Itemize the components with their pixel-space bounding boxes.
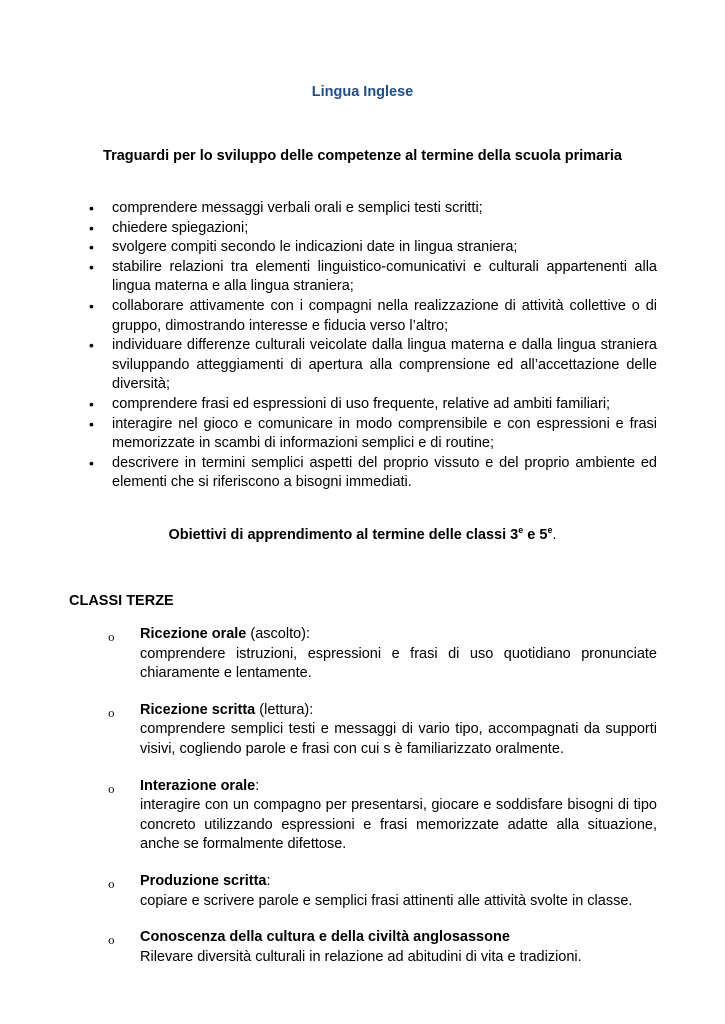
- item-description: comprendere istruzioni, espressioni e frasi di uso quotidiano pronunciate chiaramente e lentamente.: [140, 645, 657, 682]
- objectives-heading: [0, 527, 725, 543]
- document-title: Lingua Inglese: [311, 84, 414, 100]
- item-description: copiare e scrivere parole e semplici frasi attinenti alle attività svolte in classe.: [140, 892, 633, 909]
- item-heading: [140, 872, 657, 892]
- section-subtitle: Traguardi per lo sviluppo delle competenze al termine della scuola primaria: [103, 148, 622, 164]
- item-heading: [140, 625, 657, 645]
- item-suffix: :: [255, 777, 260, 794]
- item-title: Interazione orale: [140, 777, 256, 794]
- item-description: comprendere semplici testi e messaggi di vario tipo, accompagnati da supporti visivi, cogliendo parole e frasi con cui s è familiarizzato oralmente.: [140, 721, 657, 757]
- list-item: • comprendere messaggi verbali orali e semplici testi scritti;: [85, 199, 657, 219]
- item-title: Ricezione scritta: [140, 701, 256, 718]
- list-item: • comprendere frasi ed espressioni di uso frequente, relative ad ambiti familiari;: [85, 395, 657, 415]
- item-suffix: (lettura):: [255, 701, 314, 718]
- objectives-text: Obiettivi di apprendimento al termine delle classi 3: [168, 527, 519, 543]
- bullet-marker: o: [108, 706, 115, 720]
- item-title: Produzione scritta: [140, 872, 267, 889]
- bullet-marker: o: [108, 631, 115, 644]
- list-item: [100, 872, 657, 911]
- objectives-period: .: [552, 527, 557, 543]
- list-item: • chiedere spiegazioni;: [85, 219, 657, 239]
- item-title: Conoscenza della cultura e della civiltà anglosassone: [140, 929, 510, 946]
- obiettivi-list: [100, 625, 657, 984]
- list-item: [100, 777, 657, 855]
- item-title: Ricezione orale: [140, 626, 247, 642]
- bullet-marker: o: [108, 782, 115, 796]
- bullet-marker: o: [108, 877, 115, 891]
- item-heading: [140, 928, 657, 948]
- list-item: • interagire nel gioco e comunicare in modo comprensibile e con espressioni e frasi memorizzate in scambi di informazioni semplici e di routine;: [85, 415, 657, 454]
- objectives-superscript: e: [547, 525, 553, 535]
- item-description: Rilevare diversità culturali in relazione ad abitudini di vita e tradizioni.: [140, 948, 582, 965]
- item-description: interagire con un compagno per presentarsi, giocare e soddisfare bisogni di tipo concreto utilizzando espressioni e frasi memorizzate adatte alla situazione, anche se formalmente difettose.: [140, 797, 657, 853]
- objectives-text: e 5: [523, 527, 548, 543]
- list-item: • individuare differenze culturali veicolate dalla lingua materna e dalla lingua straniera sviluppando atteggiamenti di apertura alla comprensione ed all’accettazione delle diversità;: [85, 336, 657, 395]
- list-item: • descrivere in termini semplici aspetti del proprio vissuto e del proprio ambiente ed elementi che si riferiscono a bisogni immediati.: [85, 454, 657, 493]
- list-item: • collaborare attivamente con i compagni nella realizzazione di attività collettive o di gruppo, dimostrando interesse e fiducia verso l’altro;: [85, 297, 657, 336]
- item-heading: [140, 701, 657, 721]
- list-item: • stabilire relazioni tra elementi linguistico-comunicativi e culturali appartenenti alla lingua materna e alla lingua straniera;: [85, 258, 657, 297]
- item-suffix: (ascolto):: [246, 626, 311, 642]
- list-item: [100, 625, 657, 684]
- traguardi-list: [85, 199, 657, 493]
- objectives-superscript: e: [518, 525, 524, 535]
- list-item: [100, 928, 657, 967]
- list-item: [100, 701, 657, 760]
- bullet-marker: o: [108, 934, 115, 948]
- section-heading: CLASSI TERZE: [69, 593, 174, 609]
- list-item: • svolgere compiti secondo le indicazioni date in lingua straniera;: [85, 238, 657, 258]
- item-heading: [140, 777, 657, 797]
- item-suffix: :: [266, 872, 271, 889]
